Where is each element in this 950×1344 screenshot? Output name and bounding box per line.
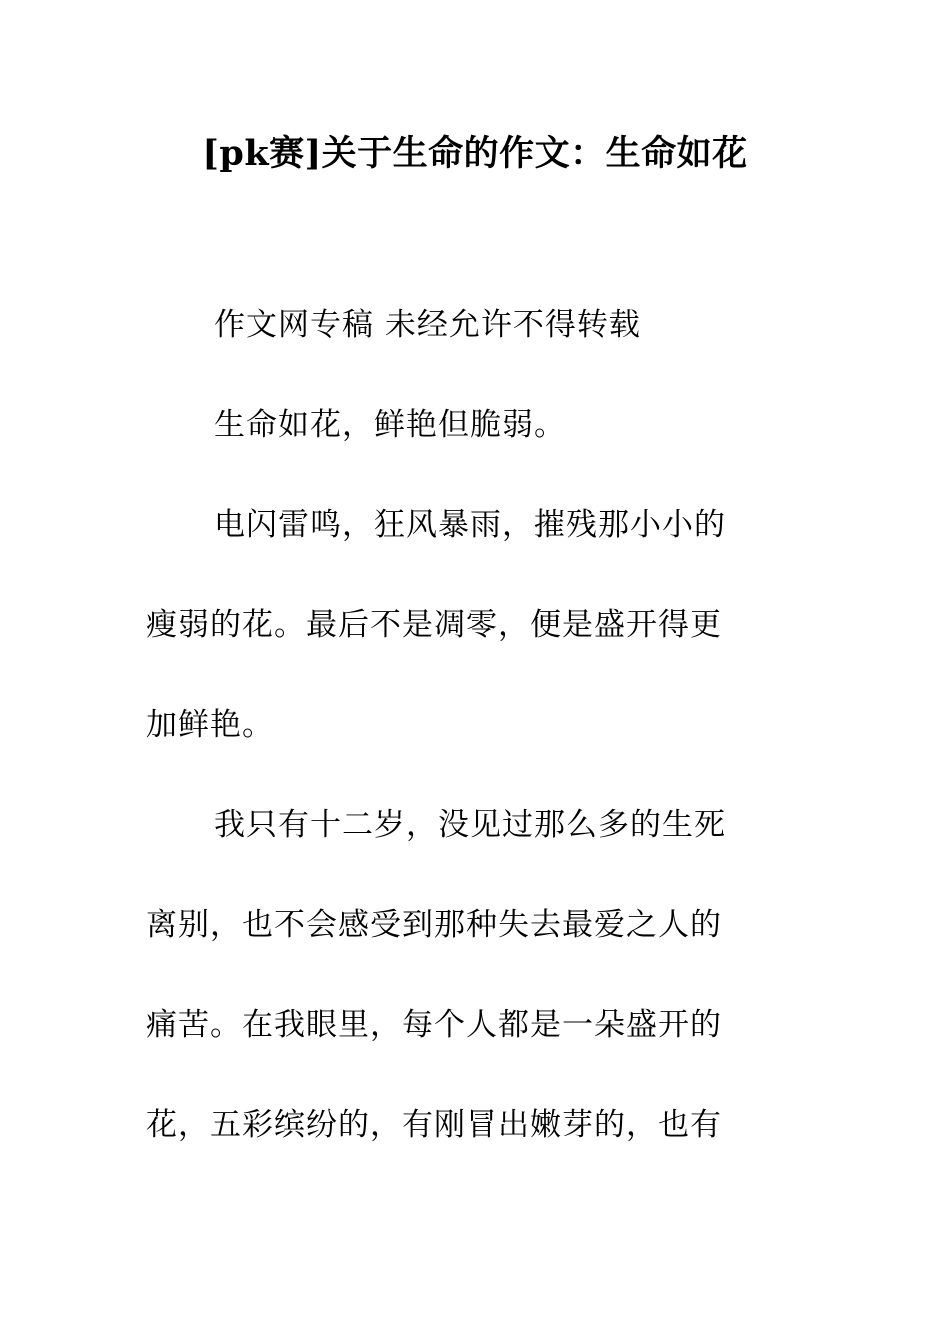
document-title: [pk赛]关于生命的作文：生命如花 — [202, 133, 748, 174]
paragraph-line: 我只有十二岁，没见过那么多的生死 — [214, 807, 726, 843]
paragraph-line: 作文网专稿 未经允许不得转载 — [214, 307, 641, 343]
paragraph-line: 离别，也不会感受到那种失去最爱之人的 — [146, 907, 722, 943]
paragraph-line: 加鲜艳。 — [146, 707, 274, 743]
paragraph-line: 花，五彩缤纷的，有刚冒出嫩芽的，也有 — [146, 1107, 722, 1143]
paragraph-line: 电闪雷鸣，狂风暴雨，摧残那小小的 — [214, 507, 726, 543]
paragraph-line: 生命如花，鲜艳但脆弱。 — [214, 407, 566, 443]
paragraph-line: 瘦弱的花。最后不是凋零，便是盛开得更 — [146, 607, 722, 643]
paragraph-line: 痛苦。在我眼里，每个人都是一朵盛开的 — [146, 1007, 722, 1043]
